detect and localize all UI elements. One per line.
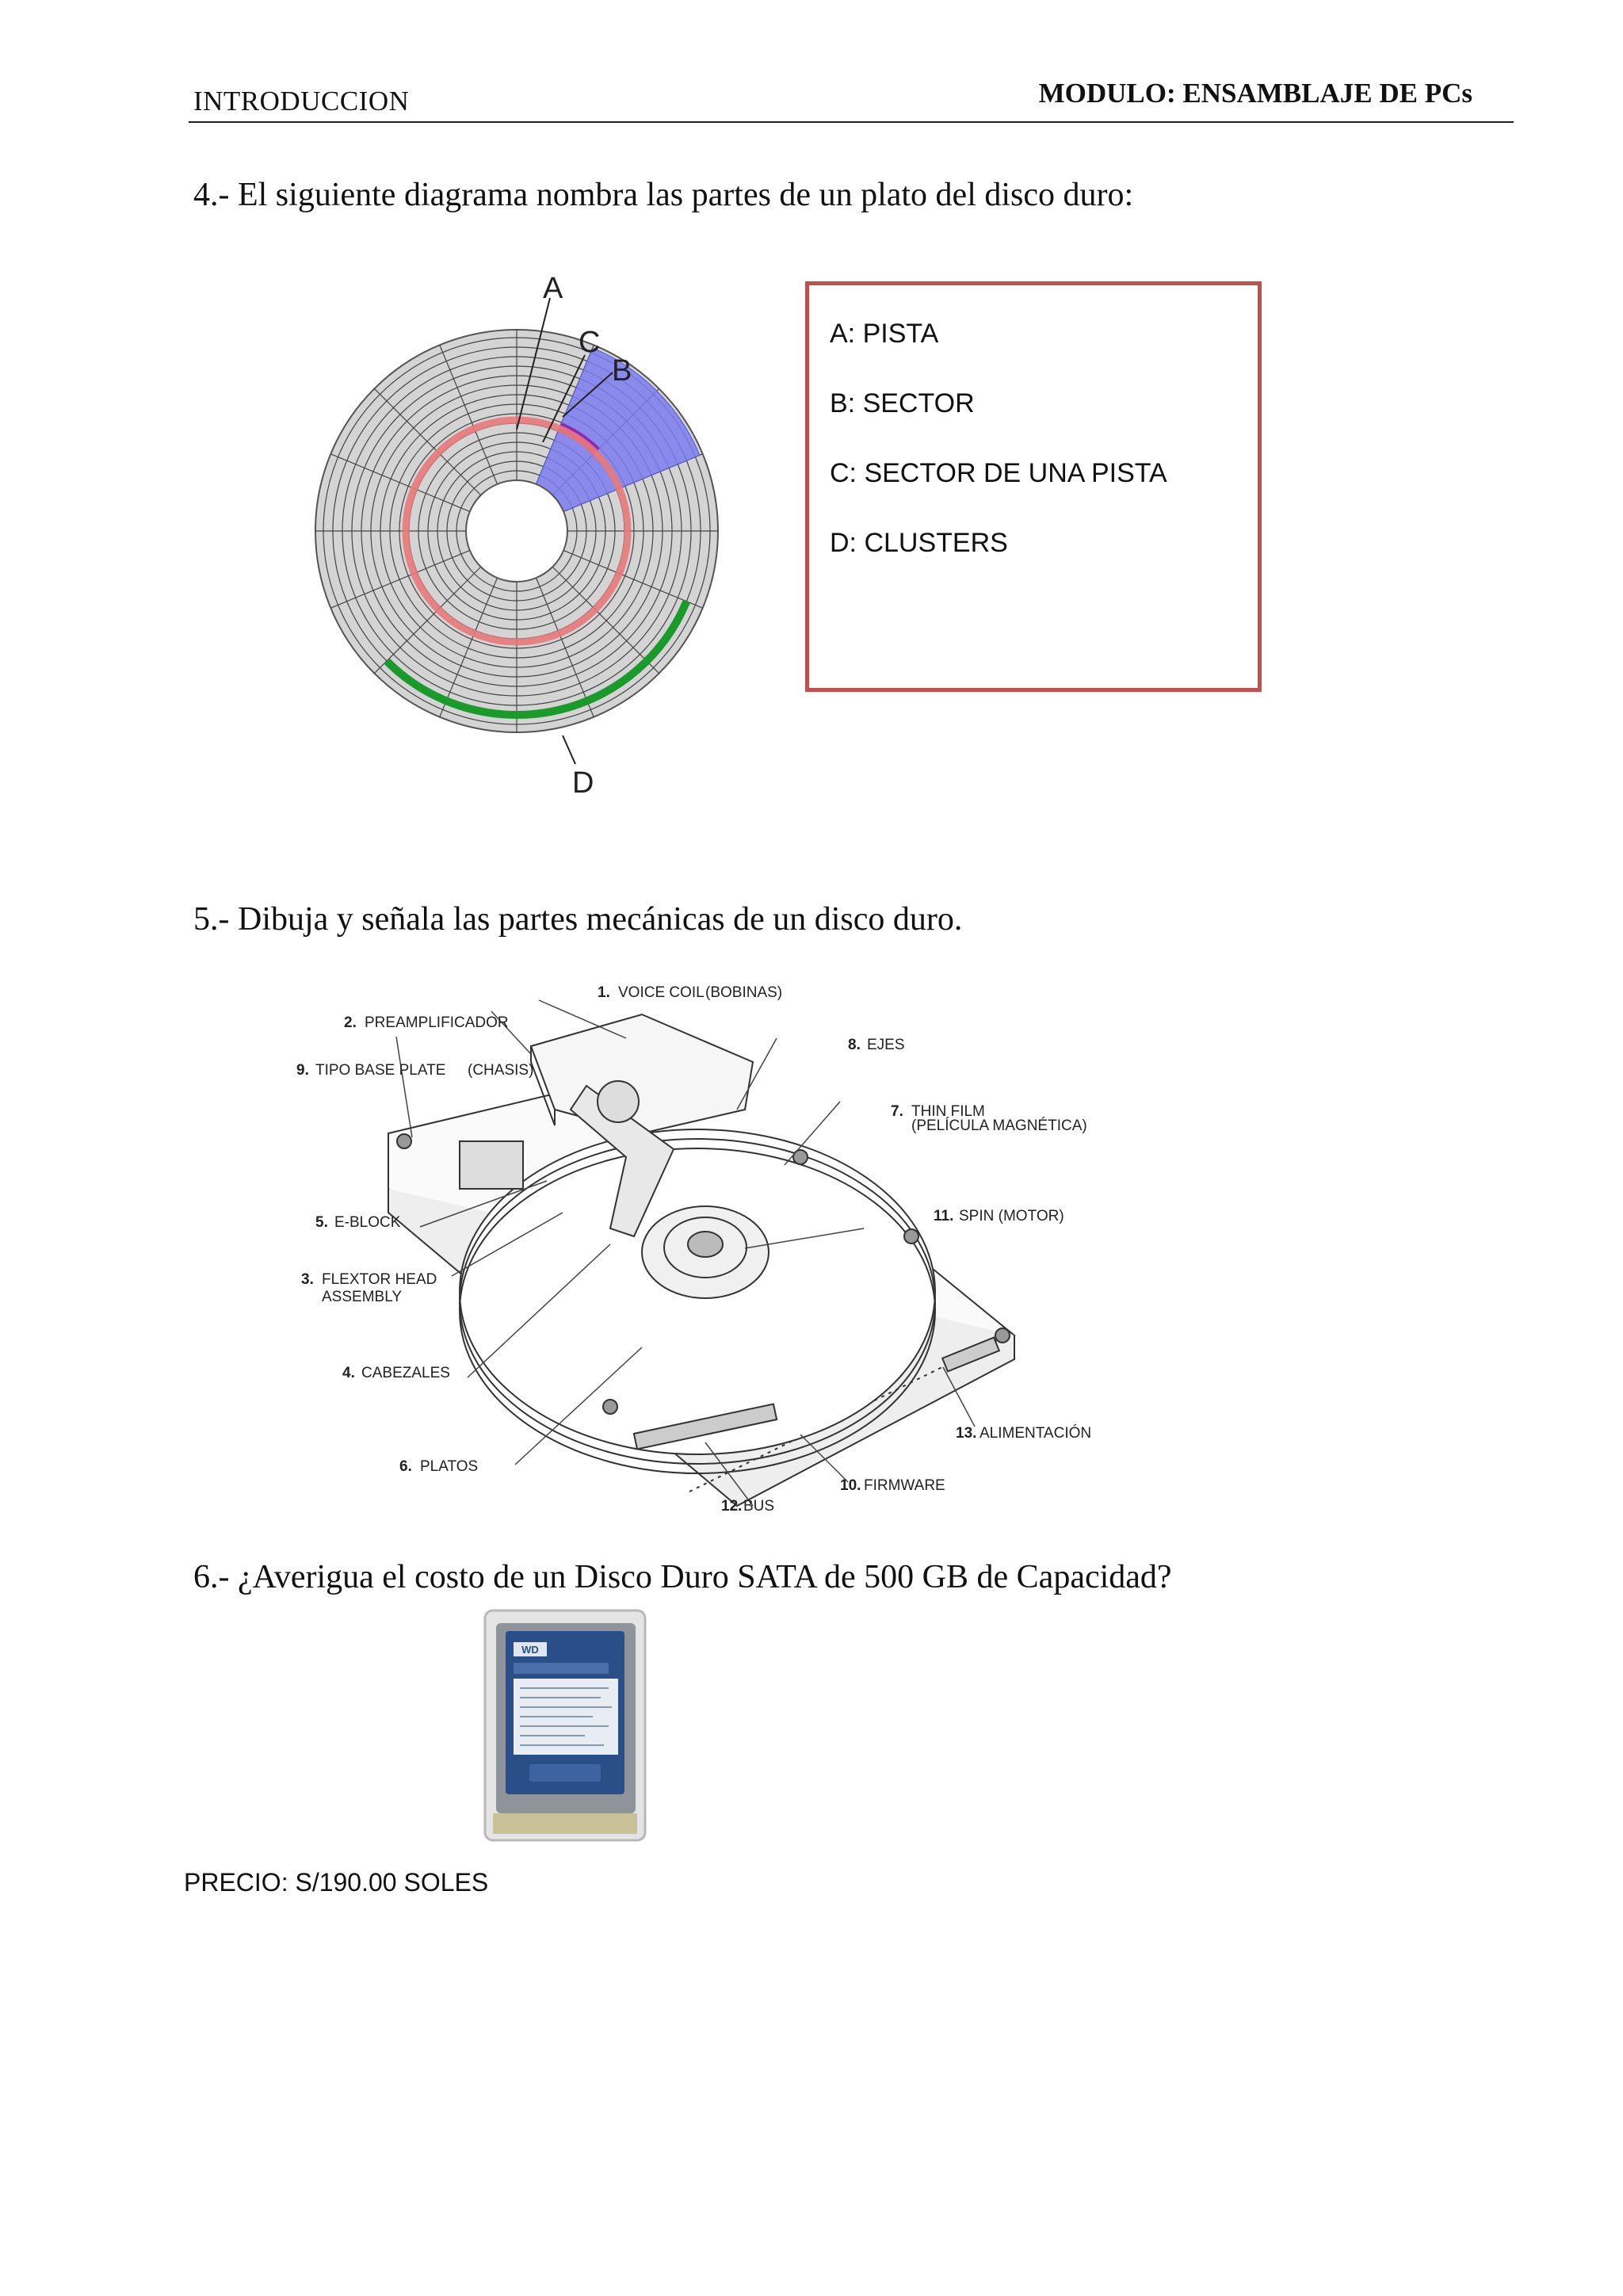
platter-disc (315, 330, 718, 732)
diagram-label-c: C (579, 326, 601, 359)
label-2-num: 2. (344, 1014, 357, 1031)
label-3-num: 3. (301, 1271, 314, 1288)
header-left-title: INTRODUCCION (193, 86, 410, 117)
label-6-name: PLATOS (420, 1458, 479, 1475)
label-7-note: (PELÍCULA MAGNÉTICA) (911, 1117, 1087, 1134)
header-right-title: MODULO: ENSAMBLAJE DE PCs (1038, 78, 1472, 109)
label-1-name: VOICE COIL (618, 984, 705, 1001)
label-3-note: ASSEMBLY (322, 1289, 403, 1305)
answer-d: D: CLUSTERS (830, 528, 1008, 558)
label-9-note: (CHASIS) (468, 1062, 534, 1079)
label-1-note: (BOBINAS) (705, 984, 783, 1001)
label-7-name: THIN FILM (911, 1103, 985, 1120)
answer-c: C: SECTOR DE UNA PISTA (830, 458, 1167, 488)
hdd-drawing (388, 1014, 1014, 1506)
label-12-name: BUS (743, 1498, 775, 1515)
label-1-num: 1. (598, 984, 610, 1001)
label-9-name: TIPO BASE PLATE (315, 1062, 446, 1079)
label-11-num: 11. (934, 1208, 954, 1224)
answers-box (805, 281, 1262, 692)
label-6-num: 6. (399, 1458, 412, 1475)
label-8-name: EJES (867, 1037, 905, 1053)
label-10-name: FIRMWARE (864, 1477, 945, 1494)
question-5: 5.- Dibuja y señala las partes mecánicas de un disco duro. (193, 901, 963, 938)
drive-brand-label: WD (521, 1644, 539, 1656)
label-4-name: CABEZALES (361, 1365, 450, 1381)
label-13-name: ALIMENTACIÓN (980, 1425, 1092, 1442)
question-6: 6.- ¿Averigua el costo de un Disco Duro SATA de 500 GB de Capacidad? (193, 1559, 1172, 1595)
price-text: PRECIO: S/190.00 SOLES (184, 1868, 489, 1897)
label-5-num: 5. (315, 1214, 328, 1231)
label-9-num: 9. (296, 1062, 309, 1079)
label-2-name: PREAMPLIFICADOR (365, 1014, 509, 1031)
diagram-label-d: D (572, 766, 594, 800)
platter-diagram (301, 262, 761, 800)
label-11-name: SPIN (MOTOR) (959, 1208, 1064, 1224)
label-3-name: FLEXTOR HEAD (322, 1271, 437, 1288)
label-8-num: 8. (848, 1037, 861, 1053)
label-4-num: 4. (342, 1365, 355, 1381)
sata-drive-photo (482, 1606, 648, 1845)
answer-b: B: SECTOR (830, 388, 975, 418)
diagram-label-a: A (543, 272, 563, 305)
label-7-num: 7. (891, 1103, 903, 1120)
hdd-mechanical-diagram (293, 975, 1117, 1522)
answer-a: A: PISTA (830, 319, 939, 349)
label-5-name: E-BLOCK (334, 1214, 401, 1231)
question-4: 4.- El siguiente diagrama nombra las partes de un plato del disco duro: (193, 177, 1134, 213)
label-12-num: 12. (721, 1498, 743, 1515)
diagram-label-b: B (612, 354, 632, 388)
header-rule (189, 121, 1514, 123)
label-10-num: 10. (840, 1477, 861, 1494)
label-13-num: 13. (956, 1425, 977, 1442)
